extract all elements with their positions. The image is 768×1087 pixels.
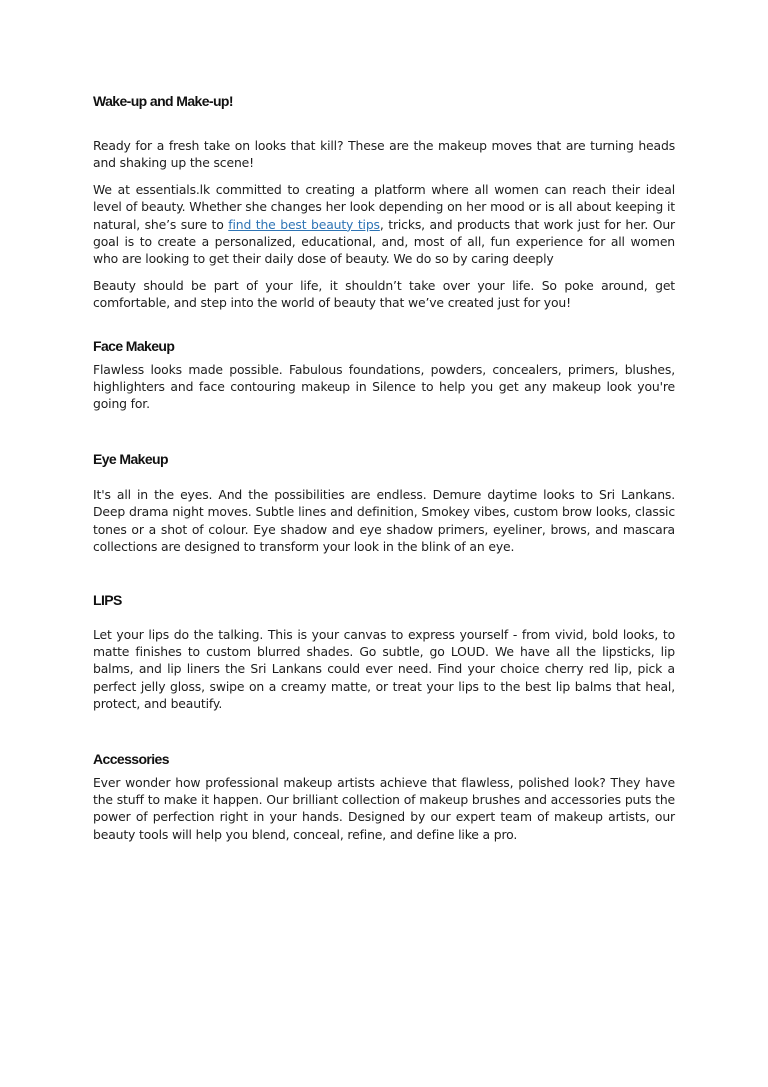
- paragraph-intro-platform: [93, 181, 675, 268]
- heading-wake-up: Wake-up and Make-up!: [93, 93, 233, 109]
- paragraph-intro-beauty-life: Beauty should be part of your life, it shouldn’t take over your life. So poke around, get comfortable, and step into the world of beauty that we’ve created just for you!: [93, 277, 675, 311]
- paragraph-lips: Let your lips do the talking. This is your canvas to express yourself - from vivid, bold looks, to matte finishes to custom blurred shades. Go subtle, go LOUD. We have all the lipsticks, lip balms, and lip liners the Sri Lankans could ever need. Find your choice cherry red lip, pick a perfect jelly gloss, swipe on a creamy matte, or treat your lips to the best lip balms that heal, protect, and beautify.: [93, 626, 675, 712]
- paragraph-eye-makeup: It's all in the eyes. And the possibilities are endless. Demure daytime looks to Sri Lankans. Deep drama night moves. Subtle lines and definition, Smokey vibes, custom brow looks, classic tones or a shot of colour. Eye shadow and eye shadow primers, eyeliner, brows, and mascara collections are designed to transform your look in the blink of an eye.: [93, 486, 675, 555]
- paragraph-intro-fresh-take: Ready for a fresh take on looks that kill? These are the makeup moves that are turning heads and shaking up the scene!: [93, 138, 675, 171]
- heading-face-makeup: Face Makeup: [93, 337, 175, 354]
- heading-lips: LIPS: [93, 591, 122, 608]
- beauty-tips-link[interactable]: find the best beauty tips: [228, 216, 380, 232]
- paragraph-face-makeup: Flawless looks made possible. Fabulous foundations, powders, concealers, primers, blushes, highlighters and face contouring makeup in Silence to help you get any makeup look you're going for.: [93, 361, 675, 412]
- heading-eye-makeup: Eye Makeup: [93, 450, 168, 467]
- paragraph-intro-platform-text-1: We at essentials.lk committed to creating a platform where all women can reach their ideal level of beauty. Whether she changes her look depending on her mood or is all about keeping it natural, she’s sure to: [93, 181, 675, 232]
- paragraph-intro-platform-text-2: , tricks, and products that work just for her. Our goal is to create a personalized, educational, and, most of all, fun experience for all women who are looking to get their daily dose of beauty. We do so by caring deeply: [93, 216, 675, 267]
- heading-accessories: Accessories: [93, 750, 169, 767]
- paragraph-accessories: Ever wonder how professional makeup artists achieve that flawless, polished look? They have the stuff to make it happen. Our brilliant collection of makeup brushes and accessories puts the power of perfection right in your hands. Designed by our expert team of makeup artists, our beauty tools will help you blend, conceal, refine, and define like a pro.: [93, 774, 675, 842]
- document-page: [93, 92, 675, 843]
